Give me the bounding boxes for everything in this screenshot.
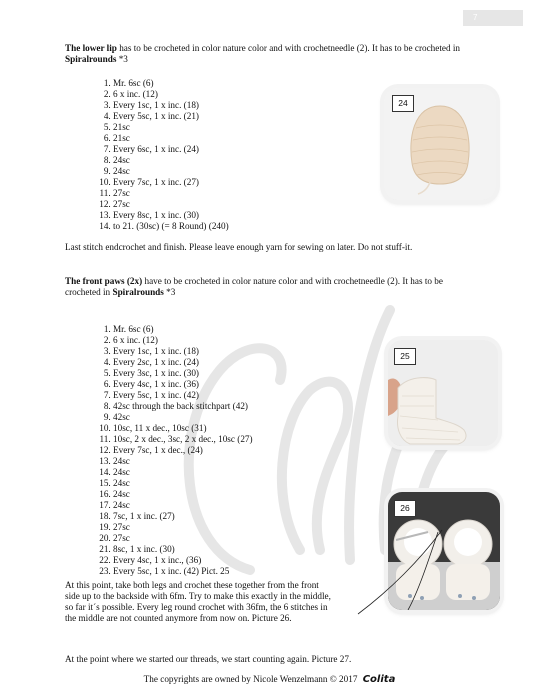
- list-item: 12. 27sc: [113, 199, 229, 210]
- picture-label: 25: [394, 348, 416, 365]
- front-paws-note: At this point, take both legs and crochet these together from the front side up to the backside with 6fm. Try to make this exactly in the middle, so far it´s possible. Every leg round crochet with 36fm, the 6 stitches in the middle are not counted anymore from now on. Picture 26.: [65, 580, 331, 623]
- page-number: 7: [463, 10, 523, 26]
- list-item: 11. 27sc: [113, 188, 229, 199]
- list-item: 8. 42sc through the back stitchpart (42): [113, 401, 253, 412]
- picture-label: 26: [394, 500, 416, 517]
- front-paws-steps: [95, 324, 253, 577]
- list-item: 23. Every 5sc, 1 x inc. (42) Pict. 25: [113, 566, 253, 577]
- list-item: 17. 24sc: [113, 500, 253, 511]
- list-item: 6. 21sc: [113, 133, 229, 144]
- list-item: 3. Every 1sc, 1 x inc. (18): [113, 346, 253, 357]
- lower-lip-steps: [95, 78, 229, 232]
- list-item: 12. Every 7sc, 1 x dec., (24): [113, 445, 253, 456]
- list-item: 19. 27sc: [113, 522, 253, 533]
- front-paws-restart: At the point where we started our threads, we start counting again. Picture 27.: [65, 654, 352, 664]
- list-item: 1. Mr. 6sc (6): [113, 78, 229, 89]
- list-item: 13. 24sc: [113, 456, 253, 467]
- list-item: 21. 8sc, 1 x inc. (30): [113, 544, 253, 555]
- list-item: 5. Every 3sc, 1 x inc. (30): [113, 368, 253, 379]
- list-item: 4. Every 5sc, 1 x inc. (21): [113, 111, 229, 122]
- list-item: 14. 24sc: [113, 467, 253, 478]
- list-item: 14. to 21. (30sc) (= 8 Round) (240): [113, 221, 229, 232]
- list-item: 7. Every 5sc, 1 x inc. (42): [113, 390, 253, 401]
- colita-logo: Colita: [362, 674, 396, 685]
- front-paws-title: The front paws (2x): [65, 276, 143, 286]
- list-item: 10. 10sc, 11 x dec., 10sc (31): [113, 423, 253, 434]
- list-item: 8. 24sc: [113, 155, 229, 166]
- list-item: 11. 10sc, 2 x dec., 3sc, 2 x dec., 10sc (27): [113, 434, 253, 445]
- lower-lip-intro: The lower lip has to be crocheted in color nature color and with crochetneedle (2). It has to be crocheted in Spiralrounds *3: [65, 43, 461, 64]
- list-item: 7. Every 6sc, 1 x inc. (24): [113, 144, 229, 155]
- list-item: 5. 21sc: [113, 122, 229, 133]
- list-item: 10. Every 7sc, 1 x inc. (27): [113, 177, 229, 188]
- list-item: 2. 6 x inc. (12): [113, 89, 229, 100]
- list-item: 3. Every 1sc, 1 x inc. (18): [113, 100, 229, 111]
- list-item: 20. 27sc: [113, 533, 253, 544]
- lower-lip-title: The lower lip: [65, 43, 117, 53]
- lower-lip-finish: Last stitch endcrochet and finish. Please leave enough yarn for sewing on later. Do not stuff-it.: [65, 242, 413, 252]
- list-item: 2. 6 x inc. (12): [113, 335, 253, 346]
- footer: [0, 674, 539, 685]
- pointer-line: [350, 520, 460, 620]
- picture-label: 24: [392, 95, 414, 112]
- list-item: 4. Every 2sc, 1 x inc. (24): [113, 357, 253, 368]
- list-item: 9. 24sc: [113, 166, 229, 177]
- list-item: 22. Every 4sc, 1 x inc., (36): [113, 555, 253, 566]
- list-item: 13. Every 8sc, 1 x inc. (30): [113, 210, 229, 221]
- front-paws-intro: The front paws (2x) have to be crocheted in color nature color and with crochetneedle (2). It has to be crocheted in Spiralrounds *3: [65, 276, 443, 297]
- list-item: 1. Mr. 6sc (6): [113, 324, 253, 335]
- list-item: 9. 42sc: [113, 412, 253, 423]
- list-item: 18. 7sc, 1 x inc. (27): [113, 511, 253, 522]
- list-item: 15. 24sc: [113, 478, 253, 489]
- list-item: 6. Every 4sc, 1 x inc. (36): [113, 379, 253, 390]
- list-item: 16. 24sc: [113, 489, 253, 500]
- copyright-text: The copyrights are owned by Nicole Wenzelmann © 2017: [143, 674, 358, 684]
